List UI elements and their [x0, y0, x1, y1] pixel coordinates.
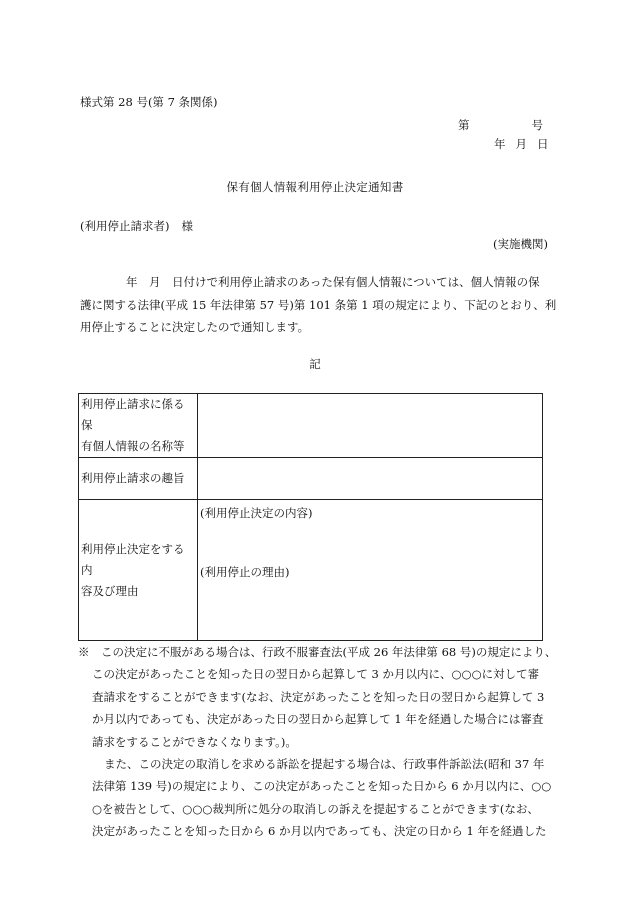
row3-label-line2: 容及び理由 — [81, 583, 139, 598]
note-line: 査請求をすることができます(なお、決定があったことを知った日の翌日から起算して 3 — [92, 689, 545, 704]
note-line: 請求をすることができなくなります。)。 — [92, 734, 297, 749]
document-number-gou: 号 — [531, 118, 543, 132]
note-line — [78, 753, 553, 775]
table-row — [79, 458, 543, 500]
document-number — [458, 117, 543, 133]
row3-label-line1: 利用停止決定をする内 — [81, 541, 185, 577]
implementing-agency: (実施機関) — [493, 237, 548, 251]
addressee-name: (利用停止請求者) — [80, 219, 170, 233]
note-line: ※ この決定に不服がある場合は、行政不服審査法(平成 26 年法律第 68 号)の規定により、 — [78, 645, 557, 659]
note-line: 決定があったことを知った日から 6 か月以内であっても、決定の日から 1 年を経過した — [92, 824, 547, 839]
date-line — [494, 136, 549, 152]
body-line: 用停止することに決定したので通知します。 — [80, 320, 310, 334]
decision-content-label: (利用停止決定の内容) — [200, 506, 313, 520]
body-paragraph — [80, 271, 557, 339]
addressee — [80, 218, 193, 234]
row2-label: 利用停止請求の趣旨 — [81, 471, 185, 485]
date-year: 年 — [494, 137, 506, 151]
note-line-text: また、この決定の取消しを求める訴訟を提起する場合は、行政事件訴訟法(昭和 37 年 — [104, 757, 545, 772]
decision-table — [78, 393, 543, 641]
table-content-cell — [198, 500, 543, 641]
row1-label-line2: 有個人情報の名称等 — [81, 439, 185, 453]
note-line: ○を被告として、○○○裁判所に処分の取消しの訴えを提起することができます(なお、 — [92, 801, 539, 816]
body-line — [80, 271, 550, 294]
ki-heading: 記 — [309, 357, 321, 371]
table-content-cell — [198, 394, 543, 458]
table-content-cell — [198, 458, 543, 500]
notes-section — [78, 641, 557, 843]
document-number-dai: 第 — [458, 118, 470, 132]
table-row — [79, 394, 543, 458]
date-month: 月 — [515, 137, 527, 151]
note-line: この決定があったことを知った日の翌日から起算して 3 か月以内に、○○○に対して審 — [92, 667, 540, 682]
body-line-text: 年 月 日付けで利用停止請求のあった保有個人情報については、個人情報の保 — [126, 275, 540, 289]
note-line: か月以内であっても、決定があった日の翌日から起算して 1 年を経過した場合には審査 — [92, 712, 544, 727]
note-line: 法律第 139 号)の規定により、この決定があったことを知った日から 6 か月以内に、○○ — [92, 779, 552, 794]
table-label-cell — [79, 500, 198, 641]
document-title: 保有個人情報利用停止決定通知書 — [226, 180, 404, 194]
table-label-cell — [79, 458, 198, 500]
body-line: 護に関する法律(平成 15 年法律第 57 号)第 101 条第 1 項の規定により、下記のとおり、利 — [80, 297, 557, 312]
addressee-honorific: 様 — [181, 219, 193, 233]
table-label-cell — [79, 394, 198, 458]
table-row — [79, 500, 543, 641]
row1-label-line1: 利用停止請求に係る保 — [81, 397, 185, 432]
form-number: 様式第 28 号(第 7 条関係) — [80, 95, 218, 109]
decision-reason-label: (利用停止の理由) — [200, 565, 290, 579]
date-day: 日 — [537, 137, 549, 151]
